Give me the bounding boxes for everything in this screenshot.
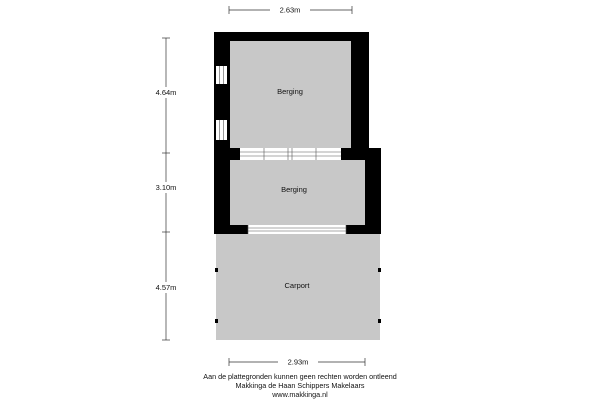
- height-label-top-room: 4.64m: [155, 88, 177, 97]
- room-berging-middle: [214, 148, 381, 234]
- disclaimer-line: Aan de plattegronden kunnen geen rechten worden ontleend: [203, 372, 397, 381]
- room-berging-top: [214, 32, 369, 160]
- height-label-carport: 4.57m: [155, 283, 177, 292]
- disclaimer-footer: [0, 372, 600, 399]
- agency-name: Makkinga de Haan Schippers Makelaars: [235, 381, 365, 390]
- bottom-dimension: [229, 356, 365, 367]
- room-label-berging-middle: Berging: [281, 185, 307, 194]
- top-width-label: 2.63m: [279, 5, 301, 15]
- agency-website: www.makkinga.nl: [272, 390, 328, 399]
- room-label-carport: Carport: [284, 281, 310, 290]
- room-label-berging-top: Berging: [277, 87, 303, 96]
- carport: [215, 234, 381, 340]
- top-dimension: [229, 4, 352, 15]
- bottom-width-label: 2.93m: [287, 357, 309, 367]
- height-label-middle-room: 3.10m: [155, 183, 177, 192]
- left-dimension: [146, 38, 186, 340]
